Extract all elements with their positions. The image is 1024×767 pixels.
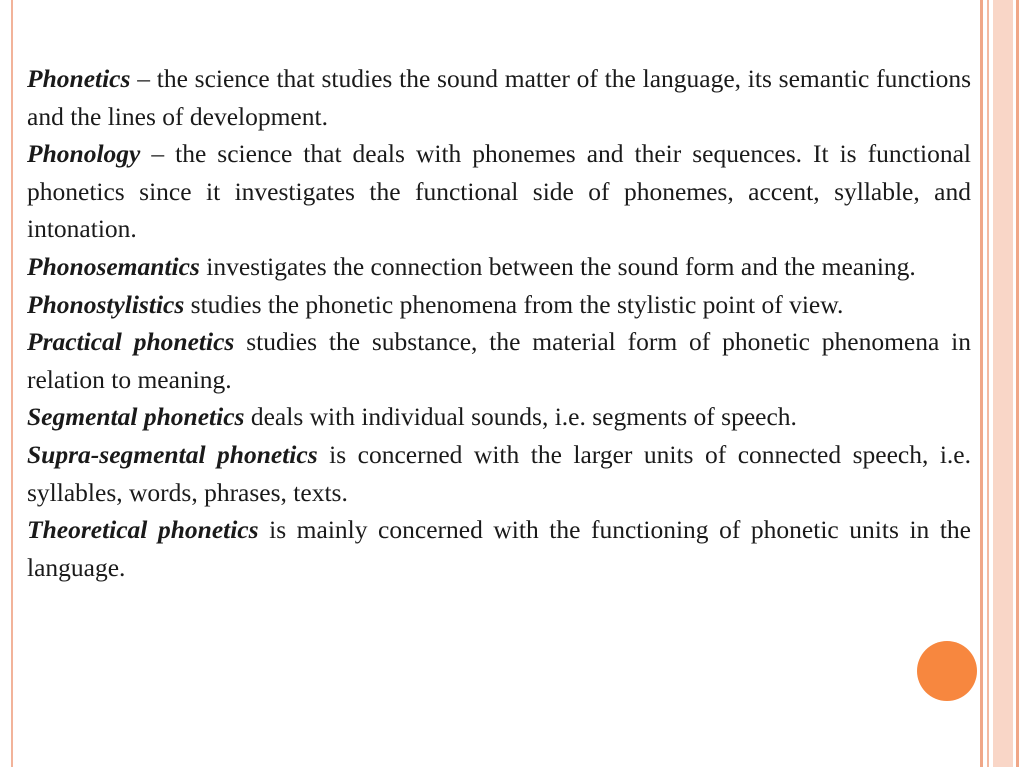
definition-supra-segmental-phonetics [27, 436, 971, 511]
right-border-line [1016, 0, 1019, 767]
term: Practical phonetics [27, 327, 235, 357]
term: Phonostylistics [27, 289, 185, 319]
term: Phonetics [27, 64, 131, 93]
definition-theoretical-phonetics [27, 511, 971, 586]
definition-phonosemantics [27, 248, 971, 286]
definition-text: deals with individual sounds, i.e. segments of speech. [244, 402, 797, 432]
definition-text: – the science that studies the sound matter of the language, its semantic functions and the lines of development. [27, 64, 971, 131]
right-border-line [987, 0, 989, 767]
definition-text: studies the phonetic phenomena from the stylistic point of view. [184, 289, 844, 319]
definition-phonology [27, 135, 971, 248]
term: Segmental phonetics [27, 402, 245, 432]
definition-phonostylistics [27, 286, 971, 324]
definition-text: studies the substance, the material form of phonetic phenomena in relation to meaning. [27, 327, 971, 394]
definitions-list [27, 60, 971, 586]
right-border-line [980, 0, 983, 767]
left-border-line [11, 0, 13, 767]
definition-phonetics [27, 60, 971, 135]
definition-text: is mainly concerned with the functioning of phonetic units in the language. [27, 515, 971, 582]
term: Phonosemantics [27, 251, 200, 281]
right-border-band [993, 0, 1013, 767]
definition-text: is concerned with the larger units of connected speech, i.e. syllables, words, phrases, texts. [27, 439, 971, 507]
definition-practical-phonetics [27, 323, 971, 398]
term: Supra-segmental phonetics [27, 439, 318, 469]
definition-text: – the science that deals with phonemes and their sequences. It is functional phonetics since it investigates the functional side of phonemes, accent, syllable, and intonation. [27, 139, 971, 244]
definition-segmental-phonetics [27, 398, 971, 436]
definition-text: investigates the connection between the sound form and the meaning. [199, 251, 916, 281]
term: Theoretical phonetics [27, 515, 259, 545]
term: Phonology [27, 139, 141, 169]
decorative-orange-circle [917, 641, 977, 701]
